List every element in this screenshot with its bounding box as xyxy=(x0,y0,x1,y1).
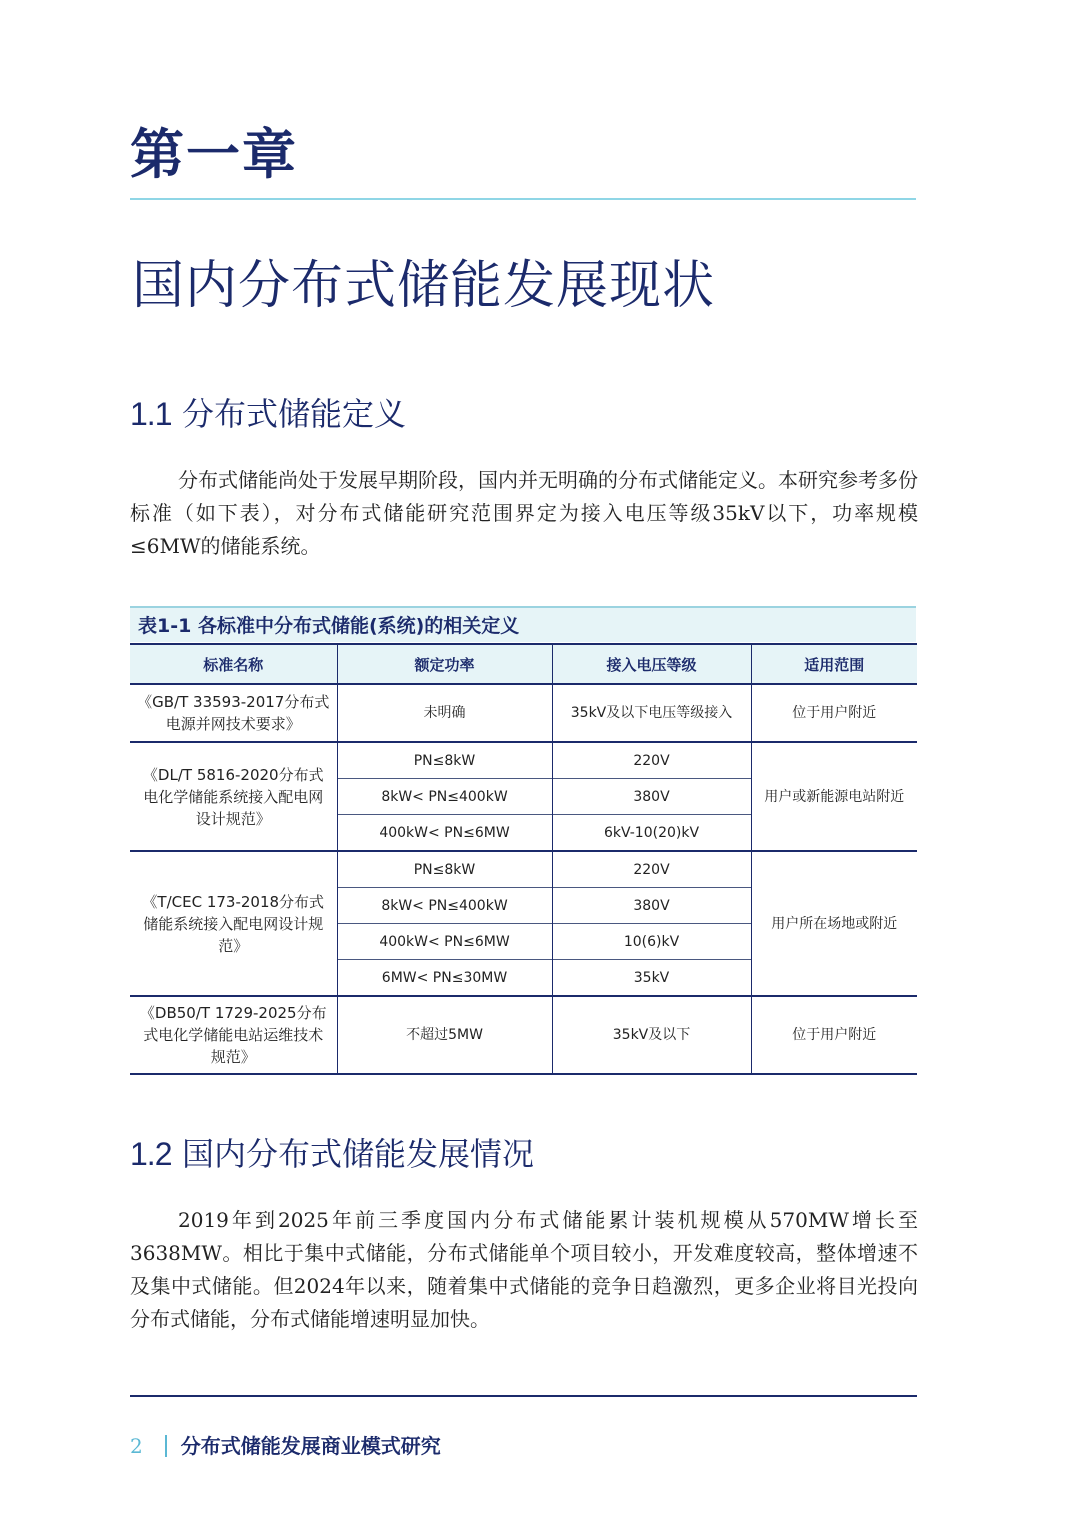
voltage-level: 10(6)kV xyxy=(552,924,751,960)
section-1-body xyxy=(130,464,918,563)
paragraph: 分布式储能尚处于发展早期阶段，国内并无明确的分布式储能定义。本研究参考多份标准（如下表），对分布式储能研究范围界定为接入电压等级35kV以下，功率规模≤6MW的储能系统。 xyxy=(130,468,918,558)
page-footer xyxy=(130,1432,441,1460)
voltage-level: 380V xyxy=(552,779,751,815)
section-number: 1.1 xyxy=(130,396,172,432)
rated-power: 不超过5MW xyxy=(337,996,552,1074)
rated-power: 未明确 xyxy=(337,684,552,742)
column-header: 接入电压等级 xyxy=(552,644,751,684)
standard-name: 《T/CEC 173-2018分布式储能系统接入配电网设计规范》 xyxy=(130,851,337,996)
column-header: 标准名称 xyxy=(130,644,337,684)
table-caption: 表1-1 各标准中分布式储能(系统)的相关定义 xyxy=(130,606,916,642)
table-row xyxy=(130,684,917,742)
scope: 用户或新能源电站附近 xyxy=(751,742,917,851)
column-header: 额定功率 xyxy=(337,644,552,684)
section-title: 国内分布式储能发展情况 xyxy=(182,1135,535,1173)
voltage-level: 220V xyxy=(552,742,751,779)
table-header-row xyxy=(130,644,917,684)
page-title: 国内分布式储能发展现状 xyxy=(132,256,716,316)
voltage-level: 35kV及以下电压等级接入 xyxy=(552,684,751,742)
section-heading-1 xyxy=(130,395,407,433)
standards-table xyxy=(130,643,917,1075)
rated-power: 6MW< PN≤30MW xyxy=(337,960,552,997)
section-2-body xyxy=(130,1204,918,1336)
column-header: 适用范围 xyxy=(751,644,917,684)
footer-title: 分布式储能发展商业模式研究 xyxy=(180,1434,441,1458)
rated-power: PN≤8kW xyxy=(337,851,552,888)
section-heading-2 xyxy=(130,1135,535,1173)
section-number: 1.2 xyxy=(130,1136,172,1172)
footer-divider xyxy=(130,1395,917,1397)
scope: 位于用户附近 xyxy=(751,996,917,1074)
page-number: 2 xyxy=(130,1434,143,1458)
voltage-level: 35kV及以下 xyxy=(552,996,751,1074)
voltage-level: 35kV xyxy=(552,960,751,997)
rated-power: 8kW< PN≤400kW xyxy=(337,888,552,924)
rated-power: 8kW< PN≤400kW xyxy=(337,779,552,815)
paragraph: 2019年到2025年前三季度国内分布式储能累计装机规模从570MW增长至3638MW。相比于集中式储能，分布式储能单个项目较小，开发难度较高，整体增速不及集中式储能。但2024年以来，随着集中式储能的竞争日趋激烈，更多企业将目光投向分布式储能，分布式储能增速明显加快。 xyxy=(130,1208,918,1331)
voltage-level: 380V xyxy=(552,888,751,924)
scope: 用户所在场地或附近 xyxy=(751,851,917,996)
footer-separator xyxy=(165,1435,167,1457)
table-row xyxy=(130,851,917,888)
table-row xyxy=(130,742,917,779)
standard-name: 《GB/T 33593-2017分布式电源并网技术要求》 xyxy=(130,684,337,742)
section-title: 分布式储能定义 xyxy=(182,395,407,433)
voltage-level: 220V xyxy=(552,851,751,888)
voltage-level: 6kV-10(20)kV xyxy=(552,815,751,852)
chapter-divider xyxy=(130,198,916,200)
rated-power: 400kW< PN≤6MW xyxy=(337,924,552,960)
standard-name: 《DB50/T 1729-2025分布式电化学储能电站运维技术规范》 xyxy=(130,996,337,1074)
table-row xyxy=(130,996,917,1074)
rated-power: 400kW< PN≤6MW xyxy=(337,815,552,852)
chapter-label: 第一章 xyxy=(130,123,298,186)
standard-name: 《DL/T 5816-2020分布式电化学储能系统接入配电网设计规范》 xyxy=(130,742,337,851)
scope: 位于用户附近 xyxy=(751,684,917,742)
rated-power: PN≤8kW xyxy=(337,742,552,779)
